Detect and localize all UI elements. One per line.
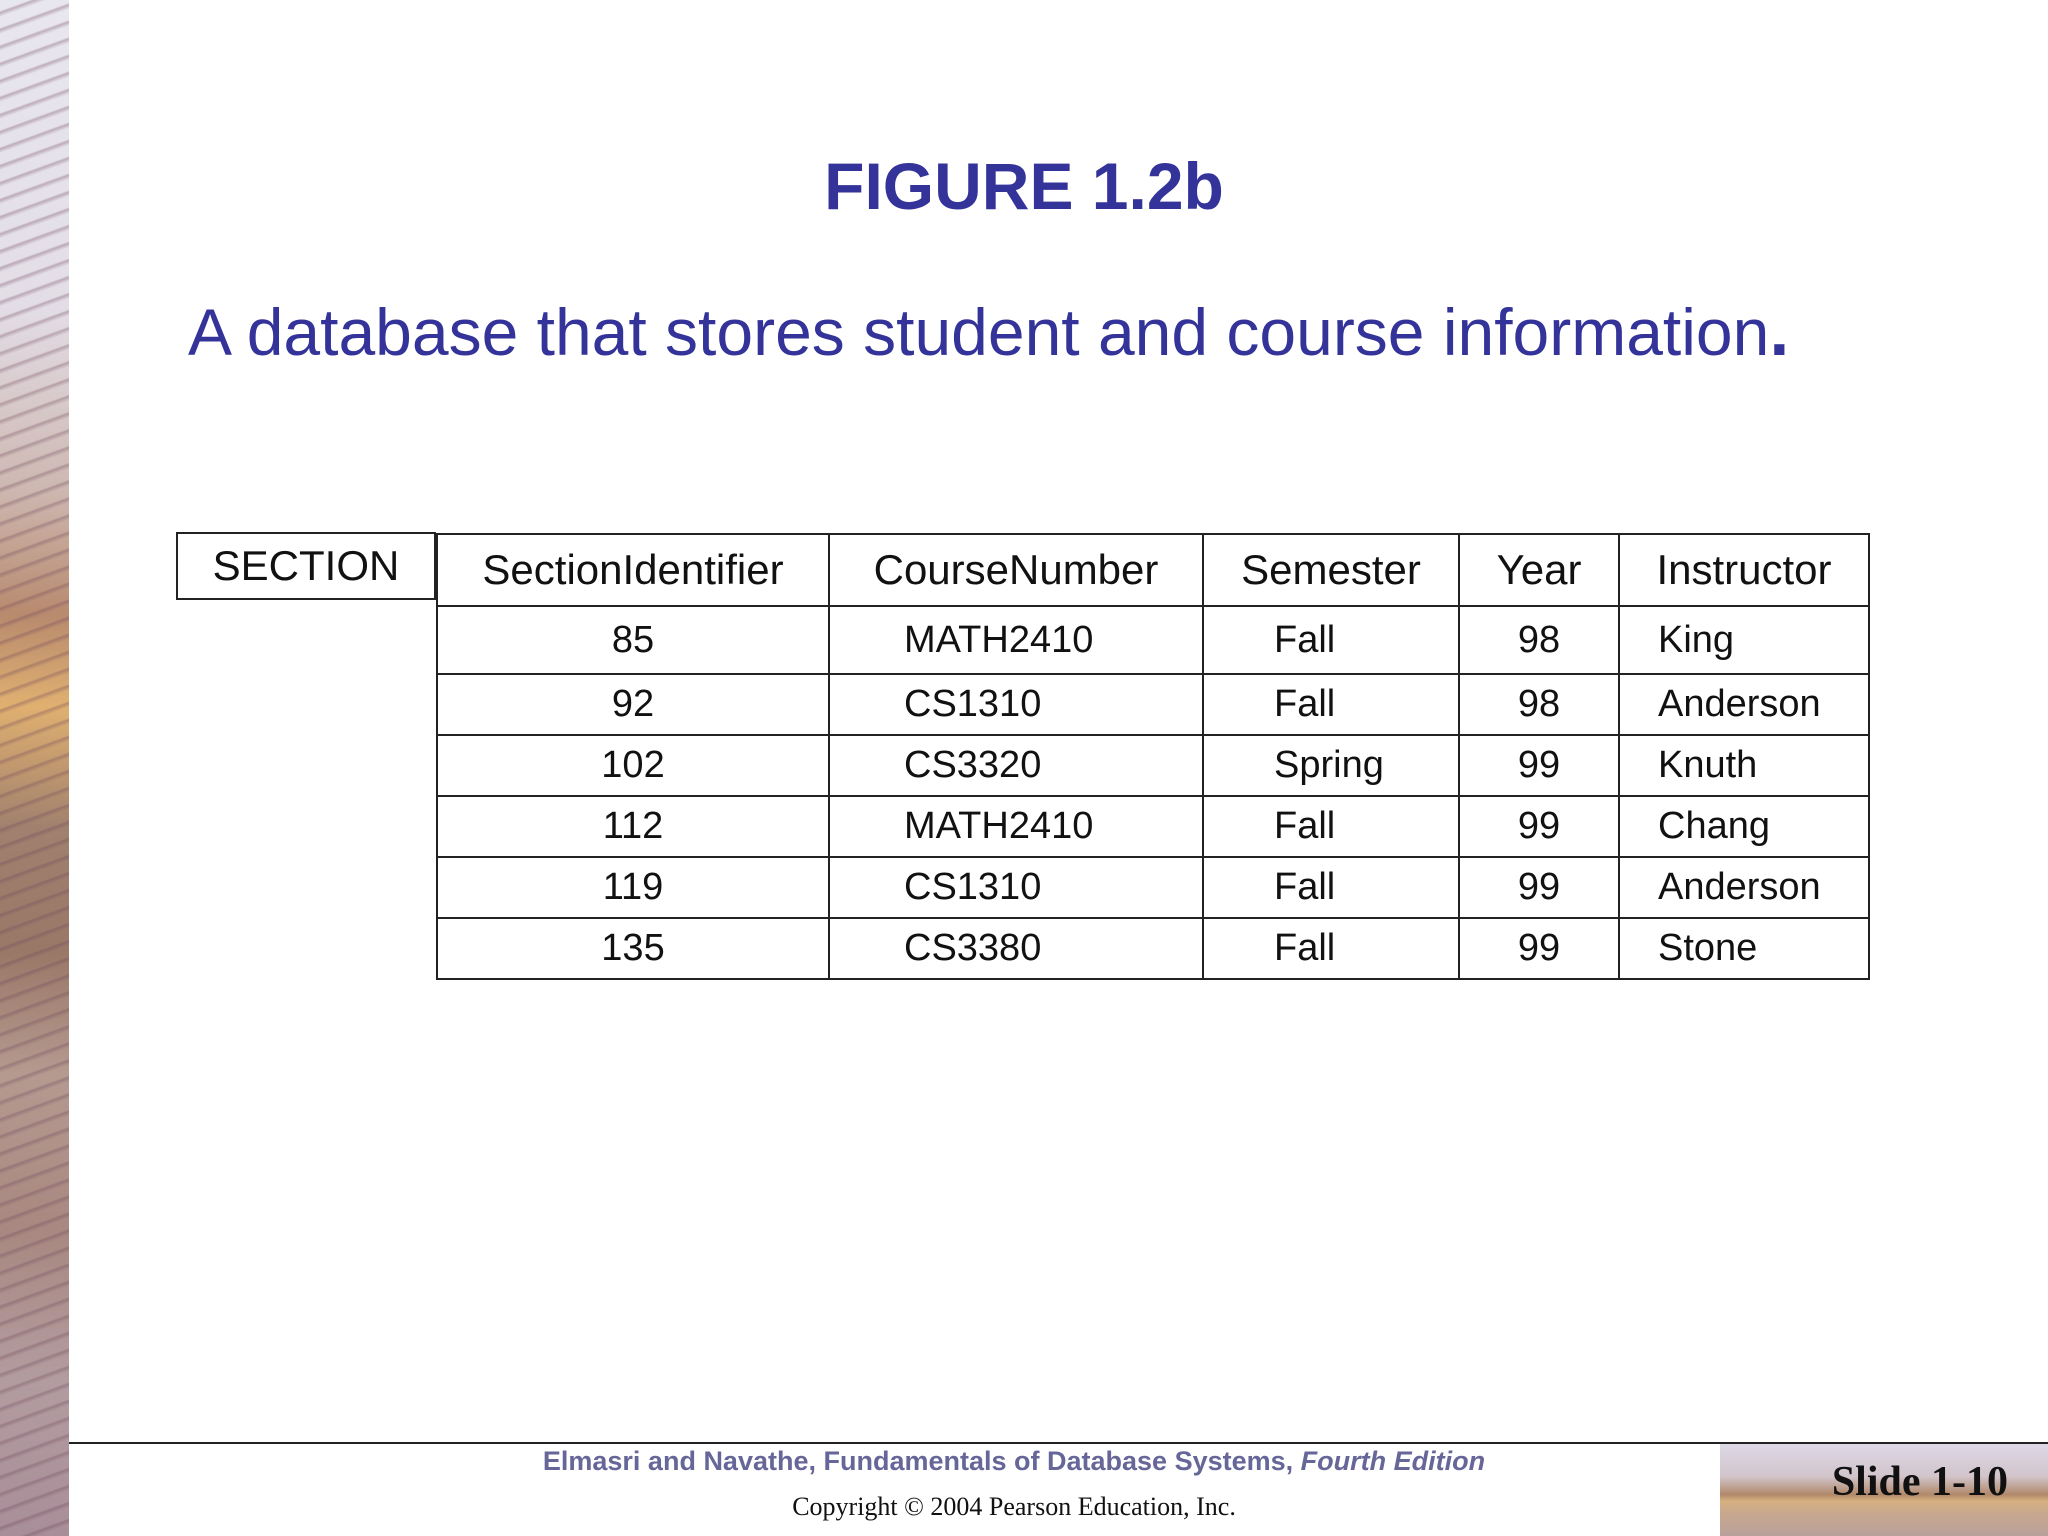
cell-section-identifier: 92 <box>437 674 829 735</box>
table-row <box>437 857 1869 918</box>
cell-instructor: Knuth <box>1619 735 1869 796</box>
decorative-side-image <box>0 0 69 1536</box>
cell-section-identifier: 102 <box>437 735 829 796</box>
cell-section-identifier: 112 <box>437 796 829 857</box>
cell-semester: Fall <box>1203 857 1459 918</box>
cell-instructor: Anderson <box>1619 674 1869 735</box>
cell-year: 99 <box>1459 918 1619 979</box>
slide-subtitle <box>188 290 1888 372</box>
cell-section-identifier: 85 <box>437 606 829 674</box>
cell-instructor: Anderson <box>1619 857 1869 918</box>
cell-course-number: MATH2410 <box>829 606 1203 674</box>
cell-course-number: CS3320 <box>829 735 1203 796</box>
footer-book-edition: Fourth Edition <box>1300 1446 1486 1476</box>
cell-semester: Spring <box>1203 735 1459 796</box>
cell-year: 98 <box>1459 674 1619 735</box>
table-row <box>437 735 1869 796</box>
cell-semester: Fall <box>1203 674 1459 735</box>
column-header-course-number: CourseNumber <box>829 534 1203 606</box>
cell-instructor: King <box>1619 606 1869 674</box>
cell-semester: Fall <box>1203 796 1459 857</box>
column-header-section-identifier: SectionIdentifier <box>437 534 829 606</box>
column-header-semester: Semester <box>1203 534 1459 606</box>
slide-title: FIGURE 1.2b <box>824 149 1224 223</box>
cell-instructor: Stone <box>1619 918 1869 979</box>
cell-year: 99 <box>1459 735 1619 796</box>
cell-section-identifier: 119 <box>437 857 829 918</box>
slide-number: Slide 1-10 <box>1831 1459 2008 1505</box>
table-header-row <box>437 534 1869 606</box>
column-header-instructor: Instructor <box>1619 534 1869 606</box>
footer-copyright-text: Copyright © 2004 Pearson Education, Inc. <box>792 1492 1236 1521</box>
cell-course-number: CS1310 <box>829 857 1203 918</box>
cell-semester: Fall <box>1203 918 1459 979</box>
cell-year: 99 <box>1459 796 1619 857</box>
cell-semester: Fall <box>1203 606 1459 674</box>
cell-year: 98 <box>1459 606 1619 674</box>
cell-course-number: CS1310 <box>829 674 1203 735</box>
cell-instructor: Chang <box>1619 796 1869 857</box>
subtitle-text: A database that stores student and course information <box>188 295 1770 369</box>
table-row <box>437 796 1869 857</box>
table-row <box>437 918 1869 979</box>
footer-book-reference <box>69 1446 1989 1477</box>
table-row <box>437 674 1869 735</box>
relation-name-label: SECTION <box>176 532 436 600</box>
cell-year: 99 <box>1459 857 1619 918</box>
cell-course-number: CS3380 <box>829 918 1203 979</box>
footer-copyright <box>69 1492 1989 1522</box>
column-header-year: Year <box>1459 534 1619 606</box>
subtitle-period: . <box>1769 291 1790 371</box>
table-row <box>437 606 1869 674</box>
cell-section-identifier: 135 <box>437 918 829 979</box>
section-table <box>436 533 1870 980</box>
footer-book-title: Elmasri and Navathe, Fundamentals of Database Systems, <box>542 1446 1294 1476</box>
cell-course-number: MATH2410 <box>829 796 1203 857</box>
